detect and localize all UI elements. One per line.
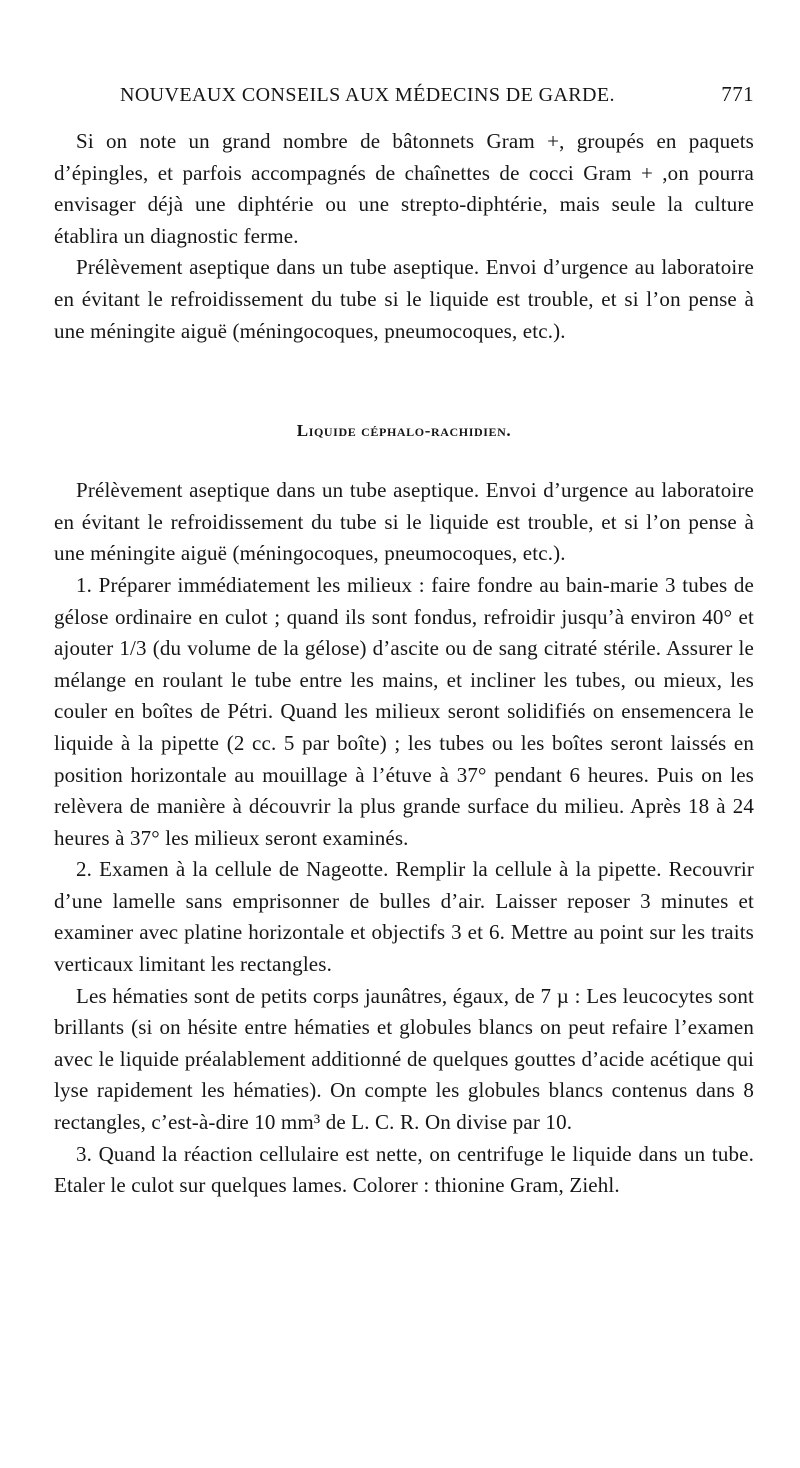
paragraph-hematies: Les hématies sont de petits corps jaunâtres, égaux, de 7 µ : Les leucocytes sont brillants (si on hésite entre hématies et globules blancs on peut refaire l’examen avec le liquide préalablement additionné de quelques gouttes d’acide acétique qui lyse rapidement les hématies). On compte les globules blancs contenus dans 8 rectangles, c’est-à-dire 10 mm³ de L. C. R. On divise par 10. <box>54 983 754 1135</box>
page-number: 771 <box>721 82 754 106</box>
section-heading: Liquide céphalo-rachidien. <box>296 421 512 441</box>
page-content <box>54 82 754 1202</box>
running-head <box>120 82 754 116</box>
running-head-title: NOUVEAUX CONSEILS AUX MÉDECINS DE GARDE. <box>120 84 615 106</box>
paragraph-step-2: 2. Examen à la cellule de Nageotte. Remplir la cellule à la pipette. Recouvrir d’une lamelle sans emprisonner de bulles d’air. Laisser reposer 3 minutes et examiner avec platine horizontale et objectifs 3 et 6. Mettre au point sur les traits verticaux limitant les rectangles. <box>54 857 754 977</box>
paragraph-prelevement-1: Prélèvement aseptique dans un tube aseptique. Envoi d’urgence au laboratoire en évitant le refroidissement du tube si le liquide est trouble, et si l’on pense à une méningite aiguë (méningocoques, pneumocoques, etc.). <box>54 255 754 343</box>
paragraph-step-3: 3. Quand la réaction cellulaire est nette, on centrifuge le liquide dans un tube. Etaler le culot sur quelques lames. Colorer : thionine Gram, Ziehl. <box>54 1141 754 1198</box>
paragraph-prelevement-2: Prélèvement aseptique dans un tube aseptique. Envoi d’urgence au laboratoire en évitant le refroidissement du tube si le liquide est trouble, et si l’on pense à une méningite aiguë (méningocoques, pneumocoques, etc.). <box>54 478 754 566</box>
paragraph-gram-note: Si on note un grand nombre de bâtonnets Gram +, groupés en paquets d’épingles, et parfois accompagnés de chaînettes de cocci Gram + ,on pourra envisager déjà une diphtérie ou une strepto-diphtérie, mais seule la culture établira un diagnostic ferme. <box>54 129 754 248</box>
paragraph-step-1: 1. Préparer immédiatement les milieux : faire fondre au bain-marie 3 tubes de gélose ordinaire en culot ; quand ils sont fondus, refroidir jusqu’à environ 40° et ajouter 1/3 (du volume de la gélose) d’ascite ou de sang citraté stérile. Assurer le mélange en roulant le tube entre les mains, et incliner les tubes, ou mieux, les couler en boîtes de Pétri. Quand les milieux seront solidifiés on ensemencera le liquide à la pipette (2 cc. 5 par boîte) ; les tubes ou les boîtes seront laissés en position horizontale au mouillage à l’étuve à 37° pendant 6 heures. Puis on les relèvera de manière à découvrir la plus grande surface du milieu. Après 18 à 24 heures à 37° les milieux seront examinés. <box>54 572 754 850</box>
